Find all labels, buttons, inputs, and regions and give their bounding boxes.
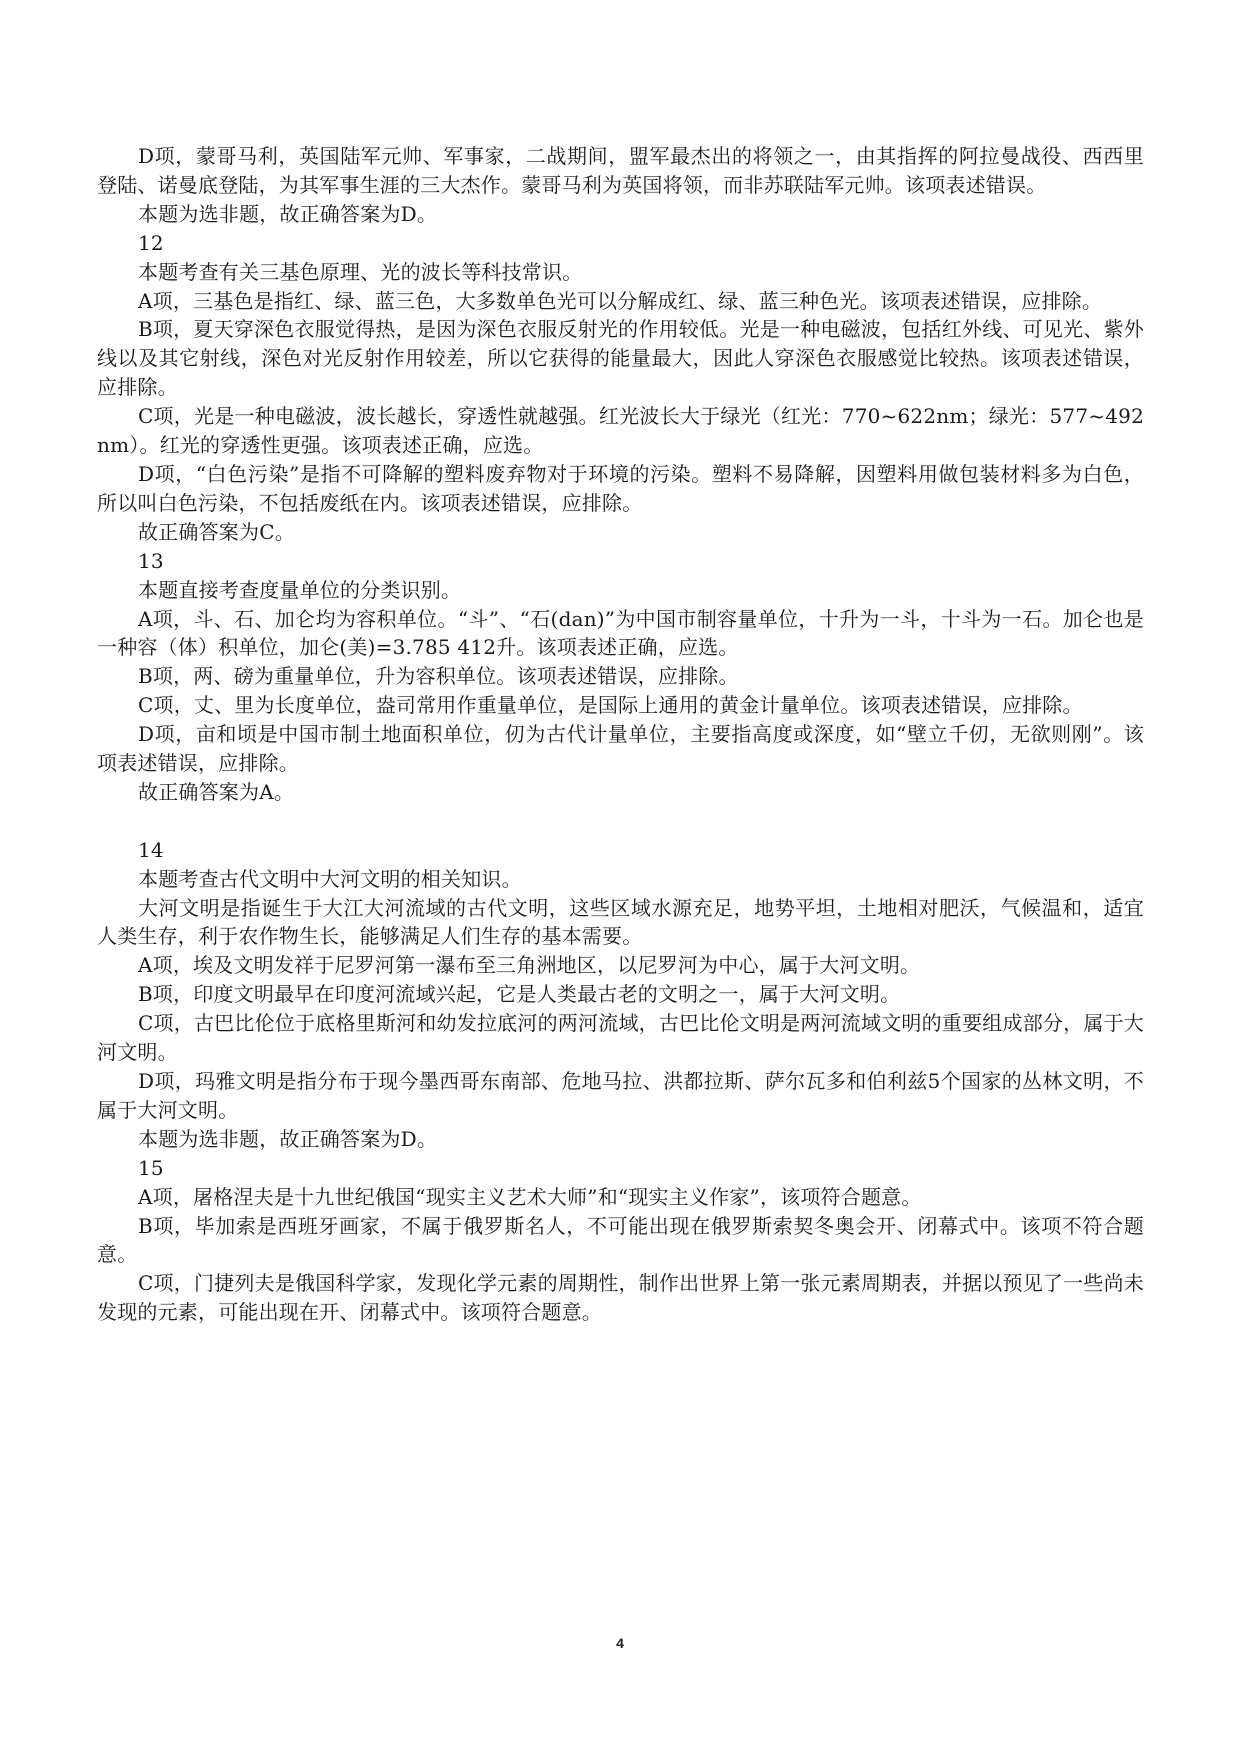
paragraph-q12-option-c: C项，光是一种电磁波，波长越长，穿透性就越强。红光波长大于绿光（红光：770~622nm；绿光：577~492nm）。红光的穿透性更强。该项表述正确，应选。 <box>97 404 1144 458</box>
question-number-15: 15 <box>138 1155 164 1180</box>
paragraph-q14-option-a: A项，埃及文明发祥于尼罗河第一瀑布至三角洲地区，以尼罗河为中心，属于大河文明。 <box>138 953 921 978</box>
paragraph-q12-intro: 本题考查有关三基色原理、光的波长等科技常识。 <box>138 259 583 284</box>
page-number: 4 <box>616 1635 624 1651</box>
paragraph-q11-option-d: D项，蒙哥马利，英国陆军元帅、军事家，二战期间，盟军最杰出的将领之一，由其指挥的阿拉曼战役、西西里登陆、诺曼底登陆，为其军事生涯的三大杰作。蒙哥马利为英国将领，而非苏联陆军元帅。该项表述错误。 <box>97 144 1144 197</box>
paragraph-q14-option-c: C项，古巴比伦位于底格里斯河和幼发拉底河的两河流域，古巴比伦文明是两河流域文明的重要组成部分，属于大河文明。 <box>97 1011 1144 1065</box>
paragraph-q13-answer: 故正确答案为A。 <box>138 779 295 804</box>
document-body <box>97 142 1144 1327</box>
question-number-13: 13 <box>138 548 164 573</box>
question-number-14: 14 <box>138 837 164 862</box>
paragraph-q13-option-a: A项，斗、石、加仑均为容积单位。“斗”、“石(dan)”为中国市制容量单位，十升为一斗，十斗为一石。加仑也是一种容（体）积单位，加仑(美)=3.785 412升。该项表述正确，应选。 <box>97 606 1144 660</box>
paragraph-q12-option-a: A项，三基色是指红、绿、蓝三色，大多数单色光可以分解成红、绿、蓝三种色光。该项表述错误，应排除。 <box>138 288 1103 313</box>
paragraph-q12-option-b: B项，夏天穿深色衣服觉得热，是因为深色衣服反射光的作用较低。光是一种电磁波，包括红外线、可见光、紫外线以及其它射线，深色对光反射作用较差，所以它获得的能量最大，因此人穿深色衣服感觉比较热。该项表述错误，应排除。 <box>97 317 1144 400</box>
blank-line <box>97 807 1144 836</box>
paragraph-q13-option-c: C项，丈、里为长度单位，盎司常用作重量单位，是国际上通用的黄金计量单位。该项表述错误，应排除。 <box>138 693 1083 718</box>
paragraph-q13-option-d: D项，亩和顷是中国市制土地面积单位，仞为古代计量单位，主要指高度或深度，如“壁立千仞，无欲则刚”。该项表述错误，应排除。 <box>97 722 1144 776</box>
paragraph-q12-answer: 故正确答案为C。 <box>138 519 295 544</box>
paragraph-q12-option-d: D项，“白色污染”是指不可降解的塑料废弃物对于环境的污染。塑料不易降解，因塑料用做包装材料多为白色，所以叫白色污染，不包括废纸在内。该项表述错误，应排除。 <box>97 461 1144 515</box>
paragraph-q13-intro: 本题直接考查度量单位的分类识别。 <box>138 577 462 602</box>
paragraph-q15-option-b: B项，毕加索是西班牙画家，不属于俄罗斯名人，不可能出现在俄罗斯索契冬奥会开、闭幕式中。该项不符合题意。 <box>97 1213 1144 1267</box>
paragraph-q14-intro: 本题考查古代文明中大河文明的相关知识。 <box>138 866 522 891</box>
paragraph-q14-option-b: B项，印度文明最早在印度河流域兴起，它是人类最古老的文明之一，属于大河文明。 <box>138 982 901 1007</box>
paragraph-q15-option-a: A项，屠格涅夫是十九世纪俄国“现实主义艺术大师”和“现实主义作家”，该项符合题意。 <box>138 1184 922 1209</box>
question-number-12: 12 <box>138 230 164 255</box>
paragraph-q15-option-c: C项，门捷列夫是俄国科学家，发现化学元素的周期性，制作出世界上第一张元素周期表，并据以预见了一些尚未发现的元素，可能出现在开、闭幕式中。该项符合题意。 <box>97 1271 1144 1325</box>
paragraph-q14-definition: 大河文明是指诞生于大江大河流域的古代文明，这些区域水源充足，地势平坦，土地相对肥沃，气候温和，适宜人类生存，利于农作物生长，能够满足人们生存的基本需要。 <box>97 895 1144 949</box>
paragraph-q14-answer: 本题为选非题，故正确答案为D。 <box>138 1126 438 1151</box>
paragraph-q13-option-b: B项，两、磅为重量单位，升为容积单位。该项表述错误，应排除。 <box>138 664 739 689</box>
paragraph-q14-option-d: D项，玛雅文明是指分布于现今墨西哥东南部、危地马拉、洪都拉斯、萨尔瓦多和伯利兹5个国家的丛林文明，不属于大河文明。 <box>97 1068 1144 1122</box>
paragraph-q11-answer: 本题为选非题，故正确答案为D。 <box>138 201 438 226</box>
